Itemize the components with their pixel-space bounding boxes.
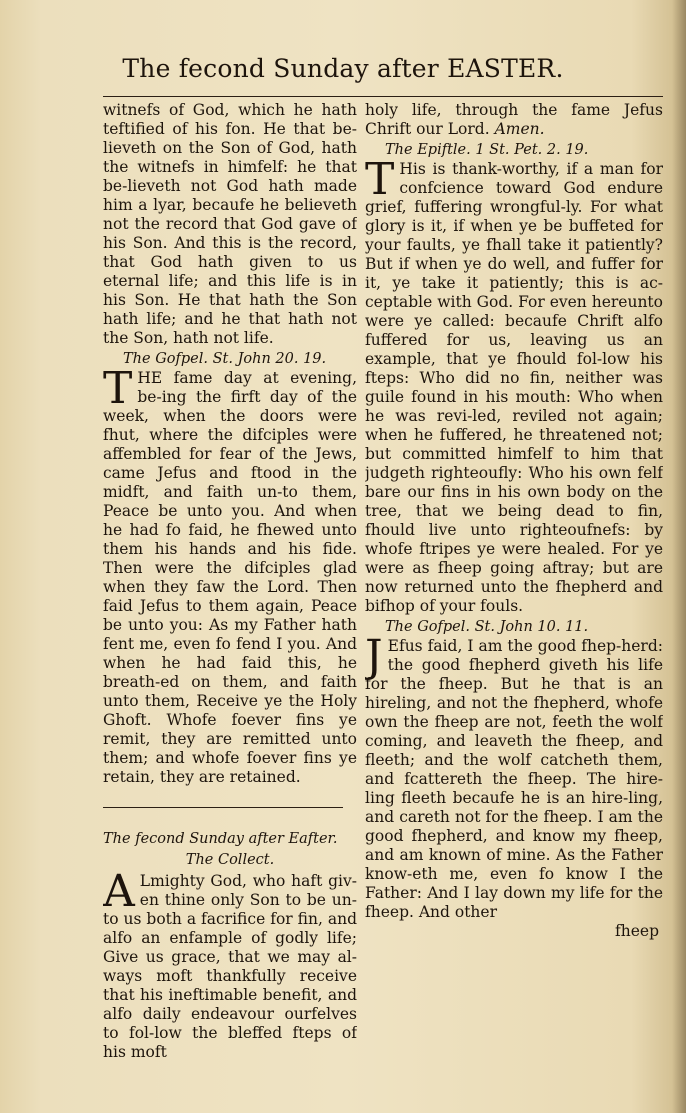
header-rule (103, 96, 663, 97)
section-rule (103, 807, 343, 808)
running-head: The fecond Sunday after EASTER. (122, 54, 564, 83)
collect-end-text: holy life, through the fame Jefus Chrift our Lord. (365, 101, 663, 138)
right-column (365, 101, 663, 941)
dropcap: T (365, 160, 395, 205)
gospel-heading-john-20: The Gofpel. St. John 20. 19. (123, 351, 327, 367)
epistle-paragraph (365, 160, 663, 616)
page-edge-shadow (672, 0, 686, 1113)
dropcap: J (365, 637, 383, 682)
epistle-text: His is thank-worthy, if a man for confcience toward God endure grief, fuffering wrongful-ly. For what glory is it, if when ye be buffeted for your faults, ye fhall take it patiently? But if when ye do well, and fuffer for it, ye take it patiently; this is ac-ceptable with God. For even hereunto were ye called: becaufe Chrift alfo fuffered for us, leaving us an example, that ye fhould fol-low his fteps: Who did no fin, neither was guile found in his mouth: Who when he was revi-led, reviled not again; when he fuffered, he threatened not; but committed himfelf to him that judgeth righteoufly: Who his own felf bare our fins in his own body on the tree, that we being dead to fin, fhould live unto righteoufnefs: by whofe ftripes ye were healed. For ye were as fheep going aftray; but are now returned unto the fhepherd and bifhop of your fouls. (365, 160, 663, 615)
gospel-heading-john-10: The Gofpel. St. John 10. 11. (385, 619, 589, 635)
epistle-heading: The Epiftle. 1 St. Pet. 2. 19. (385, 142, 589, 158)
collect-heading: The Collect. (185, 852, 275, 868)
gospel-text-john-10: Efus faid, I am the good fhep-herd: the good fhepherd giveth his life for the fheep. But he that is an hireling, and not the fhepherd, whofe own the fheep are not, feeth the wolf coming, and leaveth the fheep, and fleeth; and the wolf catcheth them, and fcattereth the fheep. The hire-ling fleeth becaufe he is an hire-ling, and careth not for the fheep. I am the good fhepherd, and know my fheep, and am known of mine. As the Father know-eth me, even fo know I the Father: And I lay down my life for the fheep. And other (365, 637, 663, 921)
collect-end-paragraph (365, 101, 663, 139)
gospel-paragraph-john-10 (365, 637, 663, 922)
collect-text: Lmighty God, who haft giv-en thine only Son to be un-to us both a facrifice for fin, and alfo an enfample of godly life; Give us grace, that we may al-ways moft thankfully receive that his ineftimable benefit, and alfo daily endeavour ourfelves to fol-low the bleffed fteps of his moft (103, 872, 357, 1061)
catchword: fheep (615, 922, 659, 940)
sunday-heading: The fecond Sunday after Eafter. (103, 831, 338, 847)
left-column (103, 101, 357, 1062)
collect-paragraph (103, 872, 357, 1062)
amen: Amen. (494, 120, 545, 138)
gospel-text-john-20: HE fame day at evening, be-ing the firft day of the week, when the doors were fhut, where the difciples were affembled for fear of the Jews, came Jefus and ftood in the midft, and faith un-to them, Peace be unto you. And when he had fo faid, he fhewed unto them his hands and his fide. Then were the difciples glad when they faw the Lord. Then faid Jefus to them again, Peace be unto you: As my Father hath fent me, even fo fend I you. And when he had faid this, he breath-ed on them, and faith unto them, Receive ye the Holy Ghoft. Whofe foever fins ye remit, they are remitted unto them; and whofe foever fins ye retain, they are retained. (103, 369, 357, 786)
epistle-continuation: witnefs of God, which he hath teftified of his fon. He that be-lieveth on the Son of God, hath the witnefs in himfelf: he that be-lieveth not God hath made him a lyar, becaufe he believeth not the record that God gave of his Son. And this is the record, that God hath given to us eternal life; and this life is in his Son. He that hath the Son hath life; and he that hath not the Son, hath not life. (103, 101, 357, 347)
dropcap: A (103, 872, 135, 917)
gospel-paragraph-john-20 (103, 369, 357, 787)
dropcap: T (103, 369, 133, 414)
